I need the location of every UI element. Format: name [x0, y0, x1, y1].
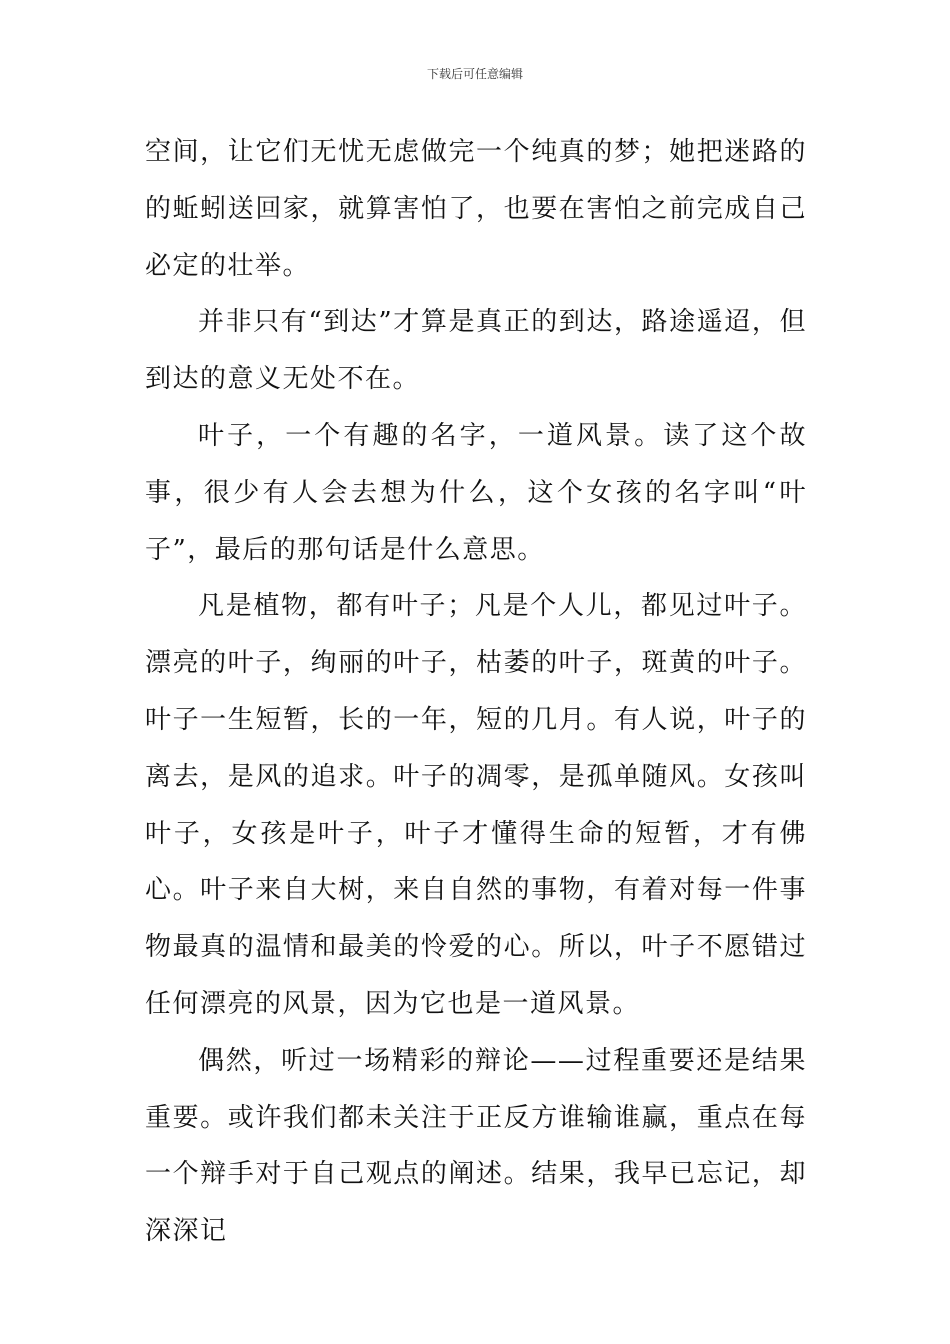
- body-text: [145, 124, 807, 1260]
- paragraph-2: 并非只有“到达”才算是真正的到达，路途遥迢，但到达的意义无处不在。: [145, 307, 807, 395]
- page-header: 下载后可任意编辑: [426, 67, 523, 81]
- paragraph-4: 凡是植物，都有叶子；凡是个人儿，都见过叶子。漂亮的叶子，绚丽的叶子，枯萎的叶子，斑黄的叶子。叶子一生短暂，长的一年，短的几月。有人说，叶子的离去，是风的追求。叶子的凋零，是孤单随风。女孩叫叶子，女孩是叶子，叶子才懂得生命的短暂，才有佛心。叶子来自大树，来自自然的事物，有着对每一件事物最真的温情和最美的怜爱的心。所以，叶子不愿错过任何漂亮的风景，因为它也是一道风景。: [145, 591, 807, 1019]
- paragraph-5: 偶然，听过一场精彩的辩论——过程重要还是结果重要。或许我们都未关注于正反方谁输谁赢，重点在每一个辩手对于自己观点的阐述。结果，我早已忘记，却深深记: [145, 1045, 807, 1247]
- paragraph-3: 叶子，一个有趣的名字，一道风景。读了这个故事，很少有人会去想为什么，这个女孩的名字叫“叶子”，最后的那句话是什么意思。: [145, 420, 807, 565]
- paragraph-1: 空间，让它们无忧无虑做完一个纯真的梦；她把迷路的的蚯蚓送回家，就算害怕了，也要在害怕之前完成自己必定的壮举。: [145, 137, 807, 281]
